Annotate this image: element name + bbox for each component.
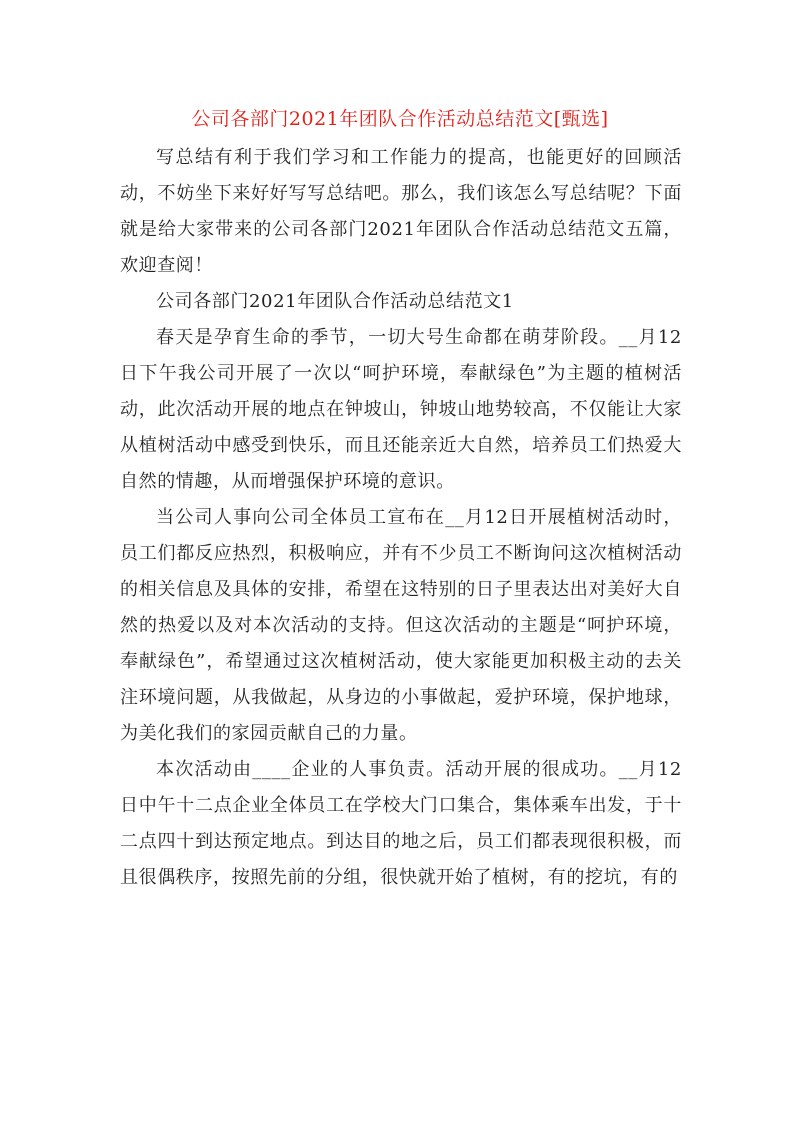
body-paragraph: 春天是孕育生命的季节，一切大号生命都在萌芽阶段。__月12日下午我公司开展了一次以“呵护环境，奉献绿色”为主题的植树活动，此次活动开展的地点在钟坡山，钟坡山地势较高，不仅能让大家从植树活动中感受到快乐，而且还能亲近大自然，培养员工们热爱大自然的情趣，从而增强保护环境的意识。	[120, 327, 682, 492]
body-paragraph: 当公司人事向公司全体员工宣布在__月12日开展植树活动时，员工们都反应热烈，积极响应，并有不少员工不断询问这次植树活动的相关信息及具体的安排，希望在这特别的日子里表达出对美好大自然的热爱以及对本次活动的支持。但这次活动的主题是“呵护环境，奉献绿色”，希望通过这次植树活动，使大家能更加积极主动的去关注环境问题，从我做起，从身边的小事做起，爱护环境，保护地球，为美化我们的家园贡献自己的力量。	[120, 507, 682, 744]
body-paragraph: 本次活动由____企业的人事负责。活动开展的很成功。__月12日中午十二点企业全体员工在学校大门口集合，集体乘车出发，于十二点四十到达预定地点。到达目的地之后，员工们都表现很积极，而且很偶秩序，按照先前的分组，很快就开始了植树，有的挖坑，有的	[120, 759, 682, 888]
document-title: 公司各部门2021年团队合作活动总结范文[甄选]	[191, 108, 609, 130]
document-body	[120, 140, 682, 896]
intro-paragraph: 写总结有利于我们学习和工作能力的提高，也能更好的回顾活动，不妨坐下来好好写写总结吧。那么，我们该怎么写总结呢？下面就是给大家带来的公司各部门2021年团队合作活动总结范文五篇，欢迎查阅！	[120, 147, 682, 276]
section-heading: 公司各部门2021年团队合作活动总结范文1	[156, 291, 514, 312]
